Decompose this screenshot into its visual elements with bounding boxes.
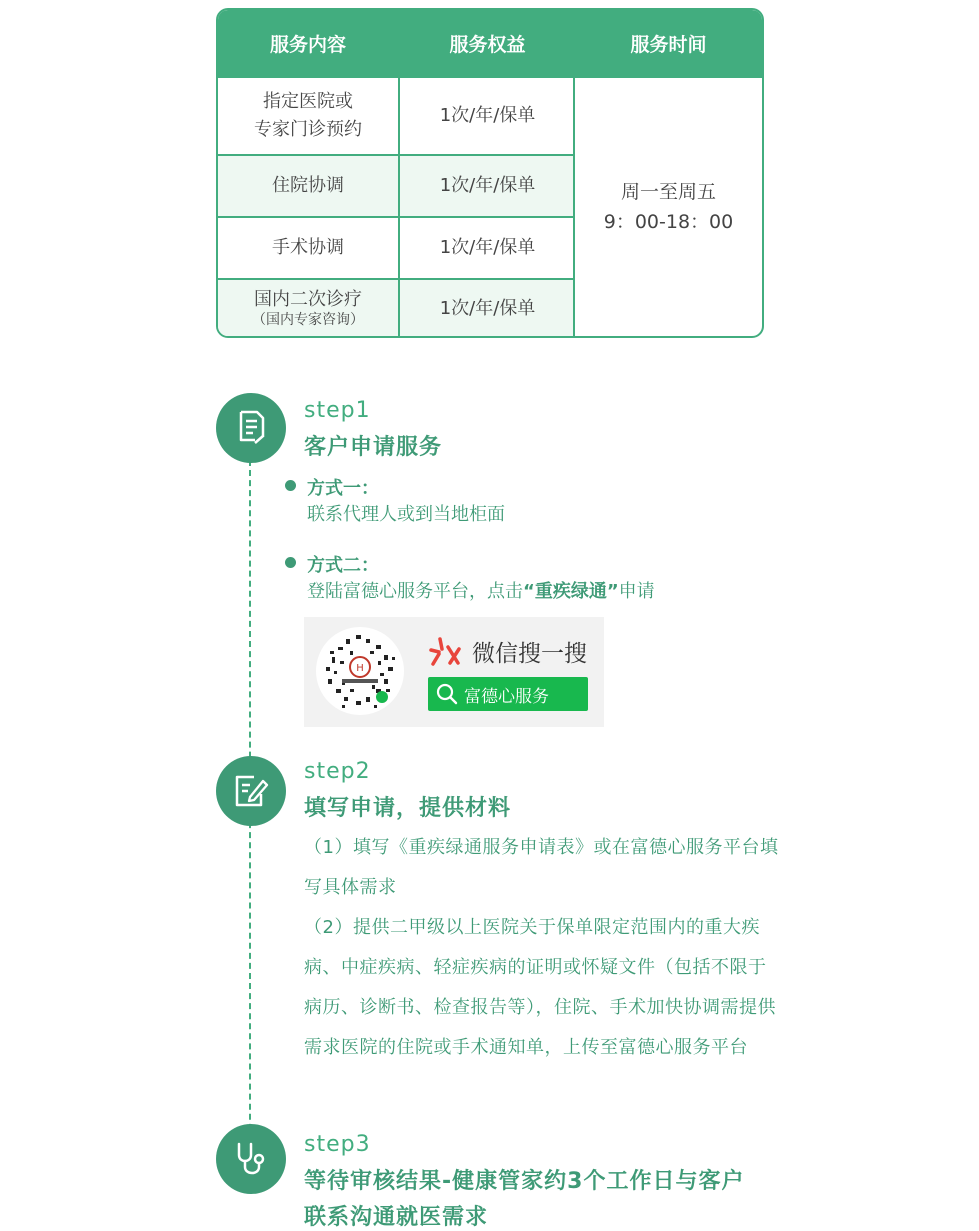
wechat-search-line [428,635,587,668]
edit-form-icon [216,756,286,826]
table-cell: 手术协调 [218,216,398,278]
wechat-search-button-label: 富德心服务 [464,686,549,707]
table-cell: 1次/年/保单 [400,278,575,338]
wechat-search-button[interactable] [428,677,588,711]
method2-text [307,577,655,603]
cell-text: 专家门诊预约 [254,119,362,140]
column-service-content [218,10,398,336]
method2-text-part: 申请 [618,581,655,602]
table-cell: 1次/年/保单 [400,76,575,154]
mini-program-qr-icon[interactable] [316,627,404,715]
bullet-dot [285,557,296,568]
step2-paragraph-1: （1）填写《重疾绿通服务申请表》或在富德心服务平台填写具体需求 [304,837,779,898]
method2-highlight: “重疾绿通” [523,581,619,602]
wechat-search-label: 微信搜一搜 [472,641,587,667]
method2-title: 方式二： [307,555,379,576]
service-time-cell [575,76,762,336]
step3-title-line1: 等待审核结果-健康管家约3个工作日与客户 [304,1169,745,1194]
cell-text: 指定医院或 [263,91,353,112]
stethoscope-icon [216,1124,286,1194]
document-icon [216,393,286,463]
table-cell [218,278,398,338]
table-cell: 住院协调 [218,154,398,216]
time-hours: 9：00-18：00 [603,211,734,233]
method1-title: 方式一： [307,478,379,499]
header-service-time: 服务时间 [575,10,762,76]
bullet-dot [285,480,296,491]
service-table [216,8,764,338]
search-one-search-icon [428,637,462,667]
header-service-rights: 服务权益 [400,10,575,76]
step1-label: step1 [304,398,371,423]
svg-text:H: H [356,663,364,674]
search-icon [436,683,458,705]
wechat-search-card [304,617,604,727]
step3-title-line2: 联系沟通就医需求 [304,1205,489,1230]
cell-text: 国内二次诊疗 [254,289,362,310]
step2-title: 填写申请，提供材料 [304,796,512,821]
header-service-content: 服务内容 [218,10,398,76]
step2-paragraph-2: （2）提供二甲级以上医院关于保单限定范围内的重大疾病、中症疾病、轻症疾病的证明或怀疑文件（包括不限于病历、诊断书、检查报告等），住院、手术加快协调需提供需求医院的住院或手术通知单，上传至富德心服务平台 [304,917,776,1058]
table-cell [218,76,398,154]
table-cell: 1次/年/保单 [400,154,575,216]
step1-title: 客户申请服务 [304,435,443,460]
cell-subtext: （国内专家咨询） [252,312,364,328]
column-service-rights [398,10,575,336]
method2-text-part: 登陆富德心服务平台，点击 [307,581,523,602]
table-cell: 1次/年/保单 [400,216,575,278]
step2-label: step2 [304,759,371,784]
time-days: 周一至周五 [620,181,716,203]
step3-label: step3 [304,1132,371,1157]
method1-text: 联系代理人或到当地柜面 [307,504,505,525]
column-service-time [573,10,762,336]
